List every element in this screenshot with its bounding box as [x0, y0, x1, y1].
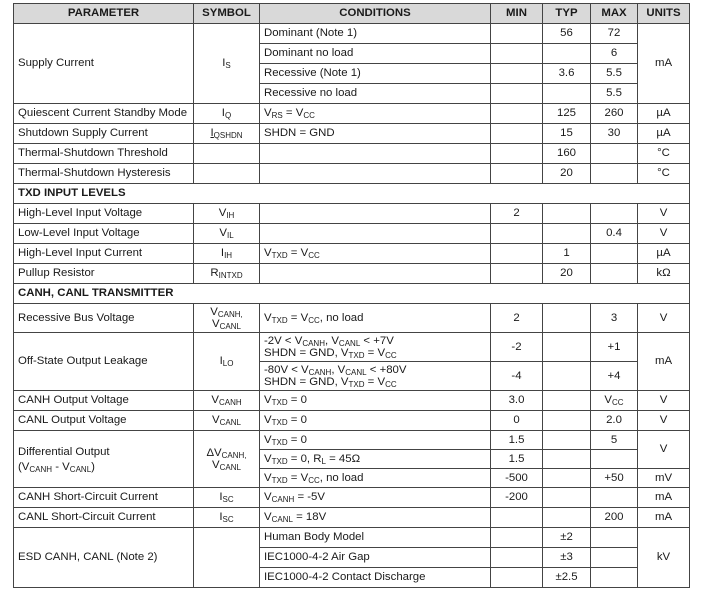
- max-cell: [591, 568, 638, 588]
- condition-cell: $V_{RS} = V_{CC}$: [260, 104, 491, 124]
- condition-cell: Recessive (Note 1): [260, 64, 491, 84]
- typ-cell: 20: [543, 164, 591, 184]
- param-recessive-bus-voltage: Recessive Bus Voltage: [14, 304, 194, 333]
- min-cell: 0: [491, 411, 543, 431]
- units-cell: V: [638, 204, 690, 224]
- min-cell: [491, 244, 543, 264]
- max-cell: +50: [591, 469, 638, 488]
- section-canh-canl-transmitter: CANH, CANL TRANSMITTER: [14, 284, 690, 304]
- max-cell: 260: [591, 104, 638, 124]
- table-row: [14, 508, 690, 528]
- condition-cell: $V_{TXD} = V_{CC}$, no load: [260, 469, 491, 488]
- units-cell: V: [638, 224, 690, 244]
- condition-cell: $-80V < V_{CANH}$, $V_{CANL} < +80V$ SHDN = GND, $V_{TXD} = V_{CC}$: [260, 362, 491, 391]
- typ-cell: 1: [543, 244, 591, 264]
- max-cell: [591, 204, 638, 224]
- header-conditions: CONDITIONS: [260, 4, 491, 24]
- min-cell: [491, 144, 543, 164]
- min-cell: [491, 44, 543, 64]
- param-supply-current: Supply Current: [14, 24, 194, 104]
- min-cell: [491, 568, 543, 588]
- condition-cell: IEC1000-4-2 Contact Discharge: [260, 568, 491, 588]
- condition-cell: Dominant no load: [260, 44, 491, 64]
- min-cell: [491, 548, 543, 568]
- header-parameter: PARAMETER: [14, 4, 194, 24]
- typ-cell: [543, 44, 591, 64]
- typ-cell: [543, 450, 591, 469]
- condition-cell: Human Body Model: [260, 528, 491, 548]
- typ-cell: [543, 224, 591, 244]
- max-cell: 0.4: [591, 224, 638, 244]
- typ-cell: 160: [543, 144, 591, 164]
- symbol-vil: $V_{IL}$: [194, 224, 260, 244]
- max-cell: 72: [591, 24, 638, 44]
- symbol-vcanh: $V_{CANH}$: [194, 391, 260, 411]
- typ-cell: [543, 488, 591, 508]
- table-row: [14, 488, 690, 508]
- condition-cell: $V_{TXD} = V_{CC}$: [260, 244, 491, 264]
- table-row: [14, 264, 690, 284]
- max-cell: [591, 528, 638, 548]
- typ-cell: [543, 508, 591, 528]
- table-row: [14, 431, 690, 450]
- condition-cell: $V_{TXD} = 0$, $R_L = 45\Omega$: [260, 450, 491, 469]
- symbol-cell: [194, 144, 260, 164]
- max-cell: 30: [591, 124, 638, 144]
- typ-cell: 3.6: [543, 64, 591, 84]
- units-differential-v: V: [638, 431, 690, 469]
- param-canh-short-circuit: CANH Short-Circuit Current: [14, 488, 194, 508]
- param-off-state-leakage: Off-State Output Leakage: [14, 333, 194, 391]
- header-max: MAX: [591, 4, 638, 24]
- symbol-ilo: $I_{LO}$: [194, 333, 260, 391]
- max-cell: 5.5: [591, 64, 638, 84]
- typ-cell: 20: [543, 264, 591, 284]
- condition-cell: SHDN = GND: [260, 124, 491, 144]
- param-canh-output-voltage: CANH Output Voltage: [14, 391, 194, 411]
- max-cell: 3: [591, 304, 638, 333]
- min-cell: [491, 104, 543, 124]
- table-row: [14, 24, 690, 44]
- condition-cell: Recessive no load: [260, 84, 491, 104]
- max-cell: 2.0: [591, 411, 638, 431]
- typ-cell: 15: [543, 124, 591, 144]
- condition-cell: $V_{TXD} = 0$: [260, 391, 491, 411]
- condition-cell: [260, 204, 491, 224]
- header-row: [14, 4, 690, 24]
- typ-cell: [543, 469, 591, 488]
- min-cell: 2: [491, 204, 543, 224]
- max-cell: [591, 488, 638, 508]
- spec-sheet: [13, 3, 690, 588]
- min-cell: [491, 24, 543, 44]
- table-row: [14, 391, 690, 411]
- min-cell: [491, 224, 543, 244]
- max-cell: [591, 264, 638, 284]
- param-quiescent-current: Quiescent Current Standby Mode: [14, 104, 194, 124]
- units-cell: kΩ: [638, 264, 690, 284]
- units-cell: µA: [638, 124, 690, 144]
- symbol-qshdn: $I_{QSHDN}$: [194, 124, 260, 144]
- symbol-iih: $I_{IH}$: [194, 244, 260, 264]
- units-supply-current: mA: [638, 24, 690, 104]
- min-cell: [491, 164, 543, 184]
- header-units: UNITS: [638, 4, 690, 24]
- table-row: [14, 528, 690, 548]
- max-cell: [591, 164, 638, 184]
- min-cell: 3.0: [491, 391, 543, 411]
- symbol-isc: $I_{SC}$: [194, 488, 260, 508]
- typ-cell: [543, 391, 591, 411]
- symbol-quiescent: $I_Q$: [194, 104, 260, 124]
- min-cell: [491, 64, 543, 84]
- condition-cell: $V_{TXD} = 0$: [260, 411, 491, 431]
- condition-cell: $V_{CANH} = -5V$: [260, 488, 491, 508]
- condition-cell: $V_{TXD} = 0$: [260, 431, 491, 450]
- table-row: [14, 304, 690, 333]
- max-cell: [591, 244, 638, 264]
- param-vih: High-Level Input Voltage: [14, 204, 194, 224]
- section-txd-input-levels: TXD INPUT LEVELS: [14, 184, 690, 204]
- condition-cell: $V_{TXD} = V_{CC}$, no load: [260, 304, 491, 333]
- table-row: [14, 124, 690, 144]
- units-cell: V: [638, 391, 690, 411]
- condition-cell: $-2V < V_{CANH}$, $V_{CANL} < +7V$ SHDN = GND, $V_{TXD} = V_{CC}$: [260, 333, 491, 362]
- param-vil: Low-Level Input Voltage: [14, 224, 194, 244]
- max-cell: [591, 450, 638, 469]
- units-differential-mv: mV: [638, 469, 690, 488]
- table-row: [14, 224, 690, 244]
- max-cell: 6: [591, 44, 638, 64]
- typ-cell: ±2.5: [543, 568, 591, 588]
- table-row: [14, 164, 690, 184]
- symbol-cell: [194, 164, 260, 184]
- typ-cell: [543, 333, 591, 362]
- min-cell: [491, 508, 543, 528]
- table-row: [14, 204, 690, 224]
- max-cell: [591, 548, 638, 568]
- param-esd: ESD CANH, CANL (Note 2): [14, 528, 194, 588]
- param-canl-short-circuit: CANL Short-Circuit Current: [14, 508, 194, 528]
- condition-cell: [260, 144, 491, 164]
- symbol-isc: $I_{SC}$: [194, 508, 260, 528]
- units-cell: µA: [638, 244, 690, 264]
- header-symbol: SYMBOL: [194, 4, 260, 24]
- units-cell: °C: [638, 164, 690, 184]
- typ-cell: ±3: [543, 548, 591, 568]
- typ-cell: 56: [543, 24, 591, 44]
- units-esd: kV: [638, 528, 690, 588]
- condition-cell: [260, 164, 491, 184]
- max-cell: 5.5: [591, 84, 638, 104]
- param-differential-output: Differential Output $(V_{CANH} - V_{CANL})$: [14, 431, 194, 488]
- symbol-supply-current: $I_S$: [194, 24, 260, 104]
- units-cell: mA: [638, 488, 690, 508]
- min-cell: [491, 84, 543, 104]
- table-row: [14, 411, 690, 431]
- typ-cell: [543, 84, 591, 104]
- param-thermal-threshold: Thermal-Shutdown Threshold: [14, 144, 194, 164]
- condition-cell: IEC1000-4-2 Air Gap: [260, 548, 491, 568]
- units-off-state: mA: [638, 333, 690, 391]
- typ-cell: ±2: [543, 528, 591, 548]
- condition-cell: $V_{CANL} = 18V$: [260, 508, 491, 528]
- min-cell: -200: [491, 488, 543, 508]
- symbol-rintxd: $R_{INTXD}$: [194, 264, 260, 284]
- min-cell: 1.5: [491, 431, 543, 450]
- min-cell: [491, 264, 543, 284]
- param-shutdown-supply-current: Shutdown Supply Current: [14, 124, 194, 144]
- table-row: [14, 244, 690, 264]
- typ-cell: [543, 304, 591, 333]
- table-row: [14, 333, 690, 362]
- max-cell: $V_{CC}$: [591, 391, 638, 411]
- symbol-vcanl: $V_{CANL}$: [194, 411, 260, 431]
- symbol-vih: $V_{IH}$: [194, 204, 260, 224]
- typ-cell: [543, 411, 591, 431]
- condition-cell: [260, 224, 491, 244]
- min-cell: -4: [491, 362, 543, 391]
- min-cell: -2: [491, 333, 543, 362]
- max-cell: 5: [591, 431, 638, 450]
- min-cell: [491, 528, 543, 548]
- units-cell: V: [638, 304, 690, 333]
- min-cell: [491, 124, 543, 144]
- param-thermal-hysteresis: Thermal-Shutdown Hysteresis: [14, 164, 194, 184]
- max-cell: +4: [591, 362, 638, 391]
- units-cell: V: [638, 411, 690, 431]
- condition-cell: Dominant (Note 1): [260, 24, 491, 44]
- header-typ: TYP: [543, 4, 591, 24]
- typ-cell: [543, 204, 591, 224]
- electrical-characteristics-table: [13, 3, 690, 588]
- units-cell: µA: [638, 104, 690, 124]
- typ-cell: [543, 362, 591, 391]
- min-cell: 2: [491, 304, 543, 333]
- symbol-cell: [194, 528, 260, 588]
- symbol-delta-vcanh: $\Delta V_{CANH,}$ $V_{CANL}$: [194, 431, 260, 488]
- symbol-vcanh-vcanl: $V_{CANH,}$ $V_{CANL}$: [194, 304, 260, 333]
- section-row: [14, 284, 690, 304]
- param-canl-output-voltage: CANL Output Voltage: [14, 411, 194, 431]
- units-cell: mA: [638, 508, 690, 528]
- min-cell: -500: [491, 469, 543, 488]
- min-cell: 1.5: [491, 450, 543, 469]
- section-row: [14, 184, 690, 204]
- table-row: [14, 104, 690, 124]
- condition-cell: [260, 264, 491, 284]
- header-min: MIN: [491, 4, 543, 24]
- param-pullup-resistor: Pullup Resistor: [14, 264, 194, 284]
- typ-cell: [543, 431, 591, 450]
- table-row: [14, 144, 690, 164]
- param-iih: High-Level Input Current: [14, 244, 194, 264]
- max-cell: 200: [591, 508, 638, 528]
- typ-cell: 125: [543, 104, 591, 124]
- max-cell: [591, 144, 638, 164]
- units-cell: °C: [638, 144, 690, 164]
- max-cell: +1: [591, 333, 638, 362]
